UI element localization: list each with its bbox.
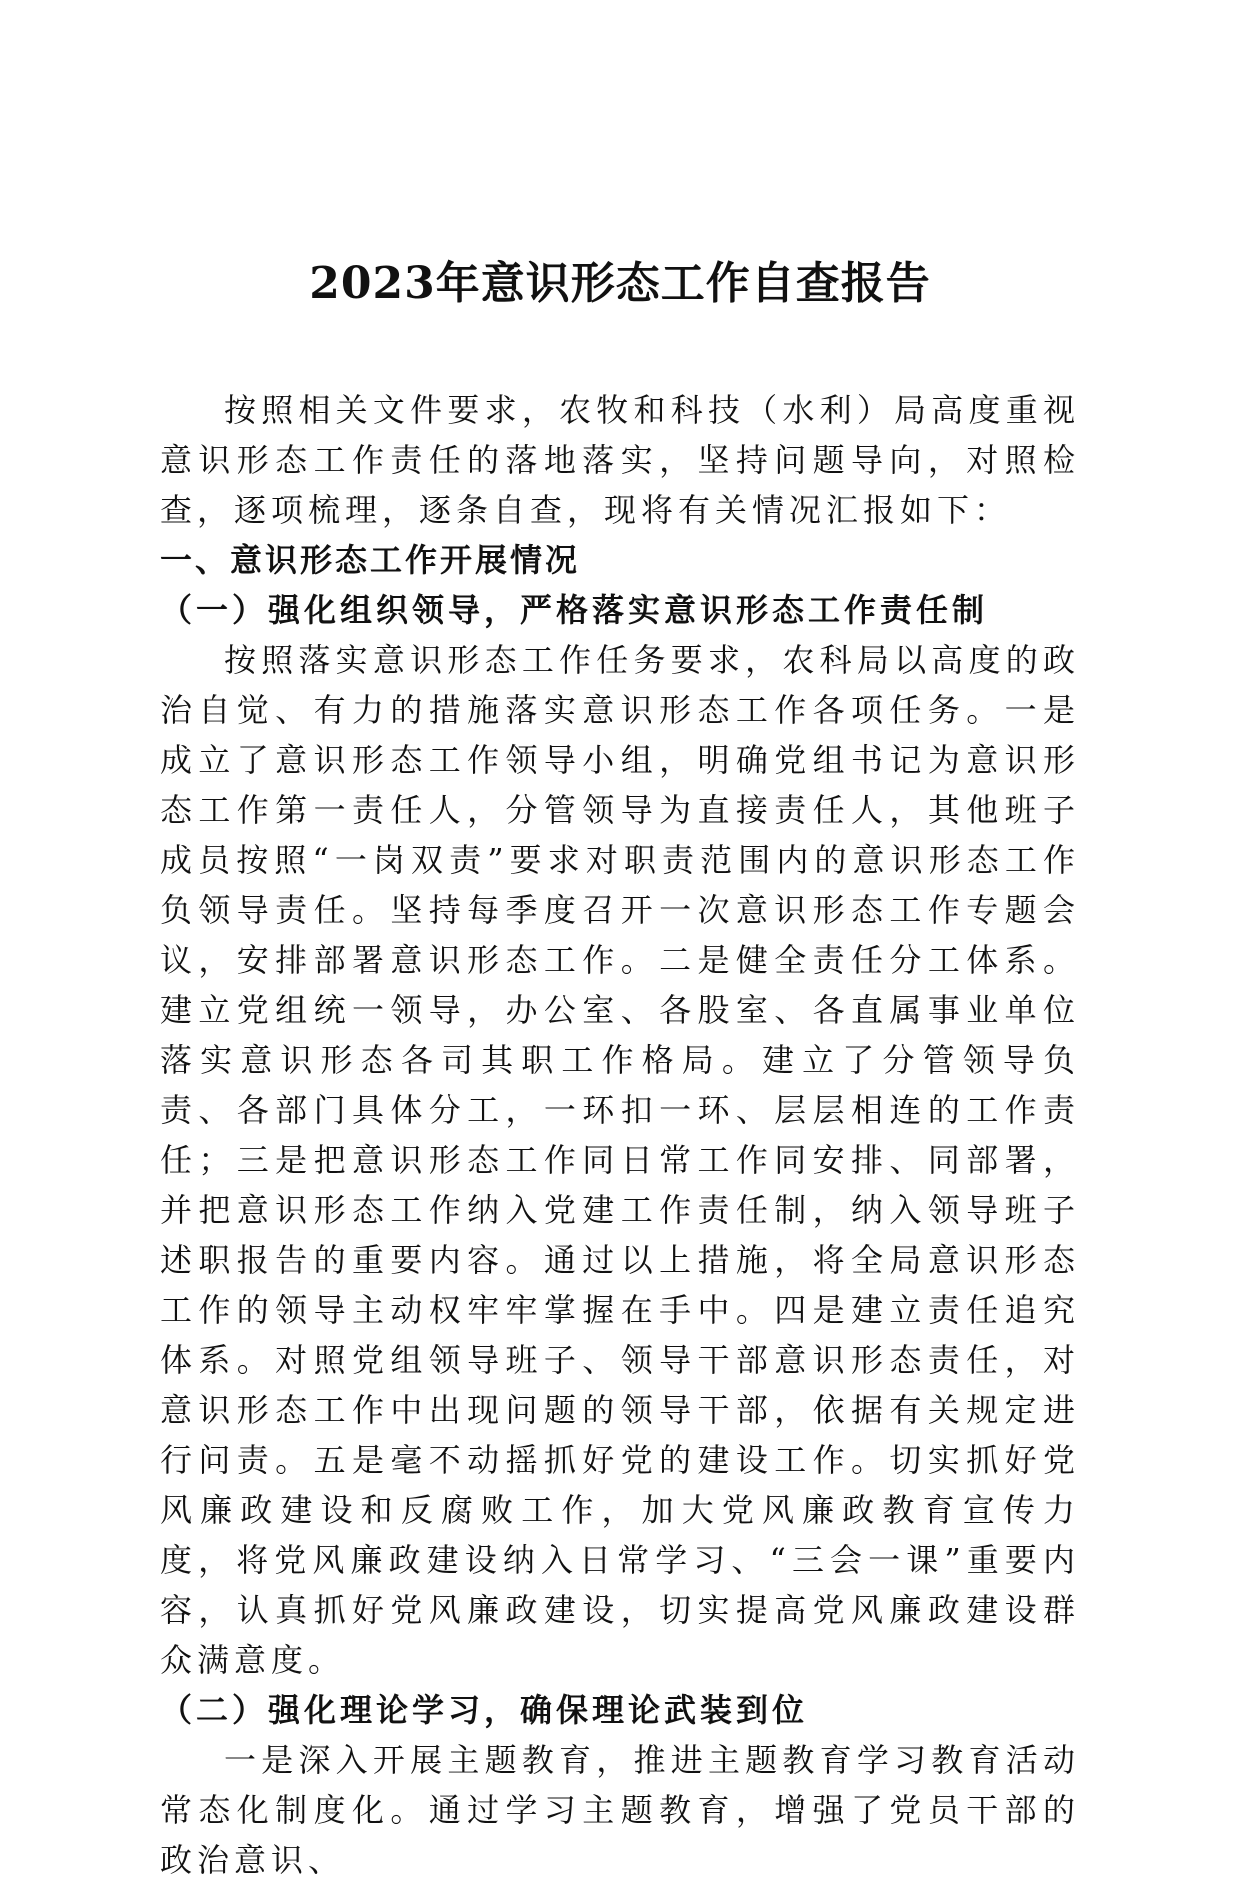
document-body	[160, 385, 1080, 1885]
intro-paragraph: 按照相关文件要求，农牧和科技（水利）局高度重视意识形态工作责任的落地落实，坚持问题导向，对照检查，逐项梳理，逐条自查，现将有关情况汇报如下：	[160, 391, 1080, 529]
subsection-2-paragraph: 一是深入开展主题教育，推进主题教育学习教育活动常态化制度化。通过学习主题教育，增强了党员干部的政治意识、	[160, 1741, 1080, 1879]
subsection-heading-1: （一）强化组织领导，严格落实意识形态工作责任制	[160, 591, 989, 629]
subsection-1-paragraph: 按照落实意识形态工作任务要求，农科局以高度的政治自觉、有力的措施落实意识形态工作各项任务。一是成立了意识形态工作领导小组，明确党组书记为意识形态工作第一责任人，分管领导为直接责任人，其他班子成员按照“一岗双责”要求对职责范围内的意识形态工作负领导责任。坚持每季度召开一次意识形态工作专题会议，安排部署意识形态工作。二是健全责任分工体系。建立党组统一领导，办公室、各股室、各直属事业单位落实意识形态各司其职工作格局。建立了分管领导负责、各部门具体分工，一环扣一环、层层相连的工作责任；三是把意识形态工作同日常工作同安排、同部署，并把意识形态工作纳入党建工作责任制，纳入领导班子述职报告的重要内容。通过以上措施，将全局意识形态工作的领导主动权牢牢掌握在手中。四是建立责任追究体系。对照党组领导班子、领导干部意识形态责任，对意识形态工作中出现问题的领导干部，依据有关规定进行问责。五是毫不动摇抓好党的建设工作。切实抓好党风廉政建设和反腐败工作，加大党风廉政教育宣传力度，将党风廉政建设纳入日常学习、“三会一课”重要内容，认真抓好党风廉政建设，切实提高党风廉政建设群众满意度。	[160, 641, 1080, 1679]
section-heading-1: 一、意识形态工作开展情况	[160, 541, 581, 579]
document-title: 2023年意识形态工作自查报告	[309, 258, 931, 309]
subsection-heading-2: （二）强化理论学习，确保理论武装到位	[160, 1691, 809, 1729]
